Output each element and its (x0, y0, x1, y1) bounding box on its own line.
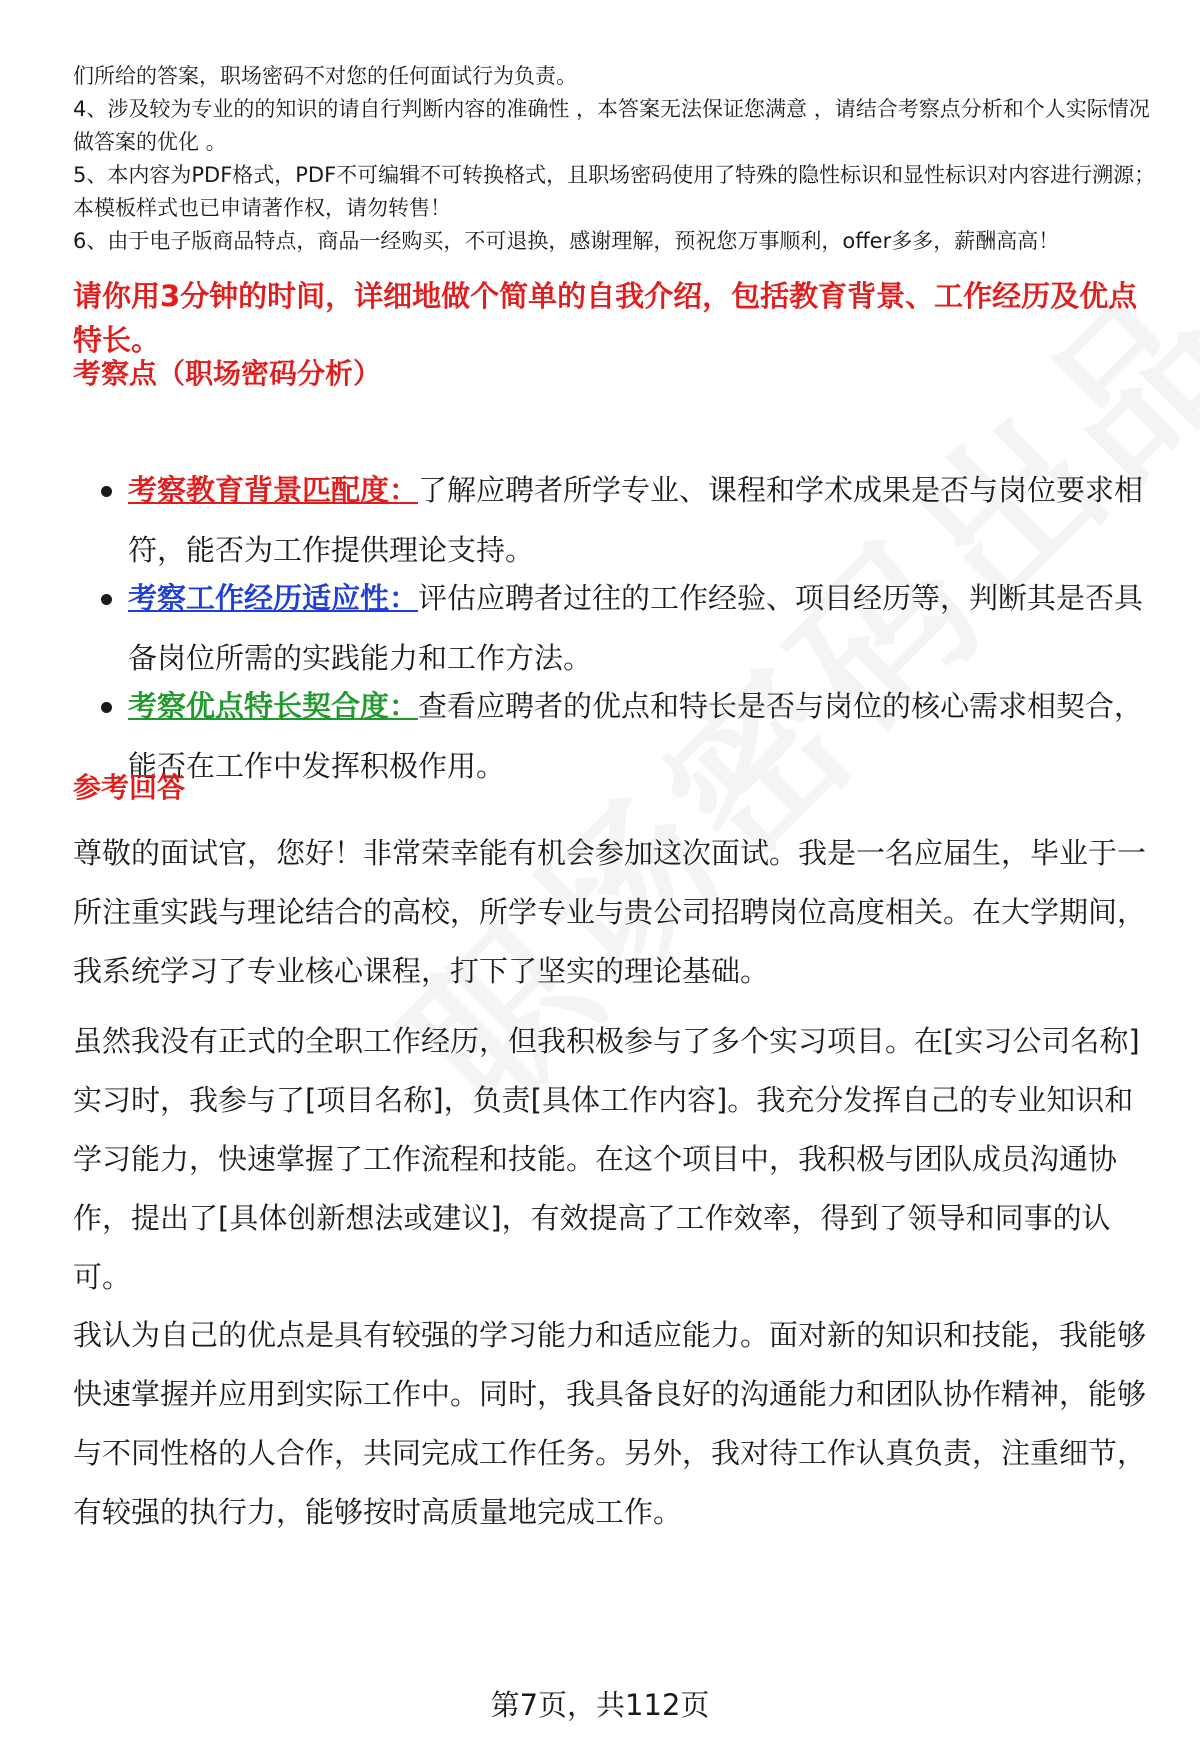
disclaimer-notes (73, 60, 1163, 258)
note-line: 6、由于电子版商品特点，商品一经购买，不可退换，感谢理解，预祝您万事顺利，offer多多，薪酬高高！ (73, 229, 1060, 253)
answer-paragraph (73, 824, 1153, 1001)
point-text: 评估应聘者过往的工作经验、项目经历等，判断其是否具备岗位所需的实践能力和工作方法。 (128, 581, 1144, 675)
answer-heading: 参考回答 (73, 771, 186, 804)
bullet-icon (101, 486, 112, 497)
point-label: 考察工作经历适应性： (128, 581, 419, 615)
point-text: 查看应聘者的优点和特长是否与岗位的核心需求相契合，能否在工作中发挥积极作用。 (128, 689, 1144, 783)
note-line: 5、本内容为PDF格式，PDF不可编辑不可转换格式，且职场密码使用了特殊的隐性标识和显性标识对内容进行溯源；本模板样式也已申请著作权，请勿转售！ (73, 163, 1156, 220)
point-label: 考察教育背景匹配度： (128, 473, 419, 507)
answer-text: 虽然我没有正式的全职工作经历，但我积极参与了多个实习项目。在[实习公司名称]实习时，我参与了[项目名称]，负责[具体工作内容]。我充分发挥自己的专业知识和学习能力，快速掌握了工作流程和技能。在这个项目中，我积极与团队成员沟通协作，提出了[具体创新想法或建议]，有效提高了工作效率，得到了领导和同事的认可。 (73, 1024, 1140, 1294)
analysis-point (73, 676, 1153, 796)
page-number: 第7页，共112页 (490, 1688, 710, 1722)
answer-paragraph (73, 1012, 1153, 1307)
analysis-points (73, 460, 1153, 796)
answer-paragraph (73, 1306, 1153, 1542)
analysis-point (73, 460, 1153, 580)
analysis-point (73, 568, 1153, 688)
point-label: 考察优点特长契合度： (128, 689, 419, 723)
bullet-icon (101, 594, 112, 605)
note-line: 们所给的答案，职场密码不对您的任何面试行为负责。 (73, 64, 577, 88)
answer-text: 我认为自己的优点是具有较强的学习能力和适应能力。面对新的知识和技能，我能够快速掌握并应用到实际工作中。同时，我具备良好的沟通能力和团队协作精神，能够与不同性格的人合作，共同完成工作任务。另外，我对待工作认真负责，注重细节，有较强的执行力，能够按时高质量地完成工作。 (73, 1318, 1147, 1529)
interview-question: 请你用3分钟的时间，详细地做个简单的自我介绍，包括教育背景、工作经历及优点特长。 (73, 279, 1138, 357)
note-line: 4、涉及较为专业的的知识的请自行判断内容的准确性 ，本答案无法保证您满意 ，请结合考察点分析和个人实际情况做答案的优化 。 (73, 97, 1150, 154)
analysis-heading: 考察点（职场密码分析） (73, 357, 382, 390)
answer-text: 尊敬的面试官，您好！非常荣幸能有机会参加这次面试。我是一名应届生，毕业于一所注重实践与理论结合的高校，所学专业与贵公司招聘岗位高度相关。在大学期间，我系统学习了专业核心课程，打下了坚实的理论基础。 (73, 836, 1147, 988)
point-text: 了解应聘者所学专业、课程和学术成果是否与岗位要求相符，能否为工作提供理论支持。 (128, 473, 1144, 567)
bullet-icon (101, 702, 112, 713)
